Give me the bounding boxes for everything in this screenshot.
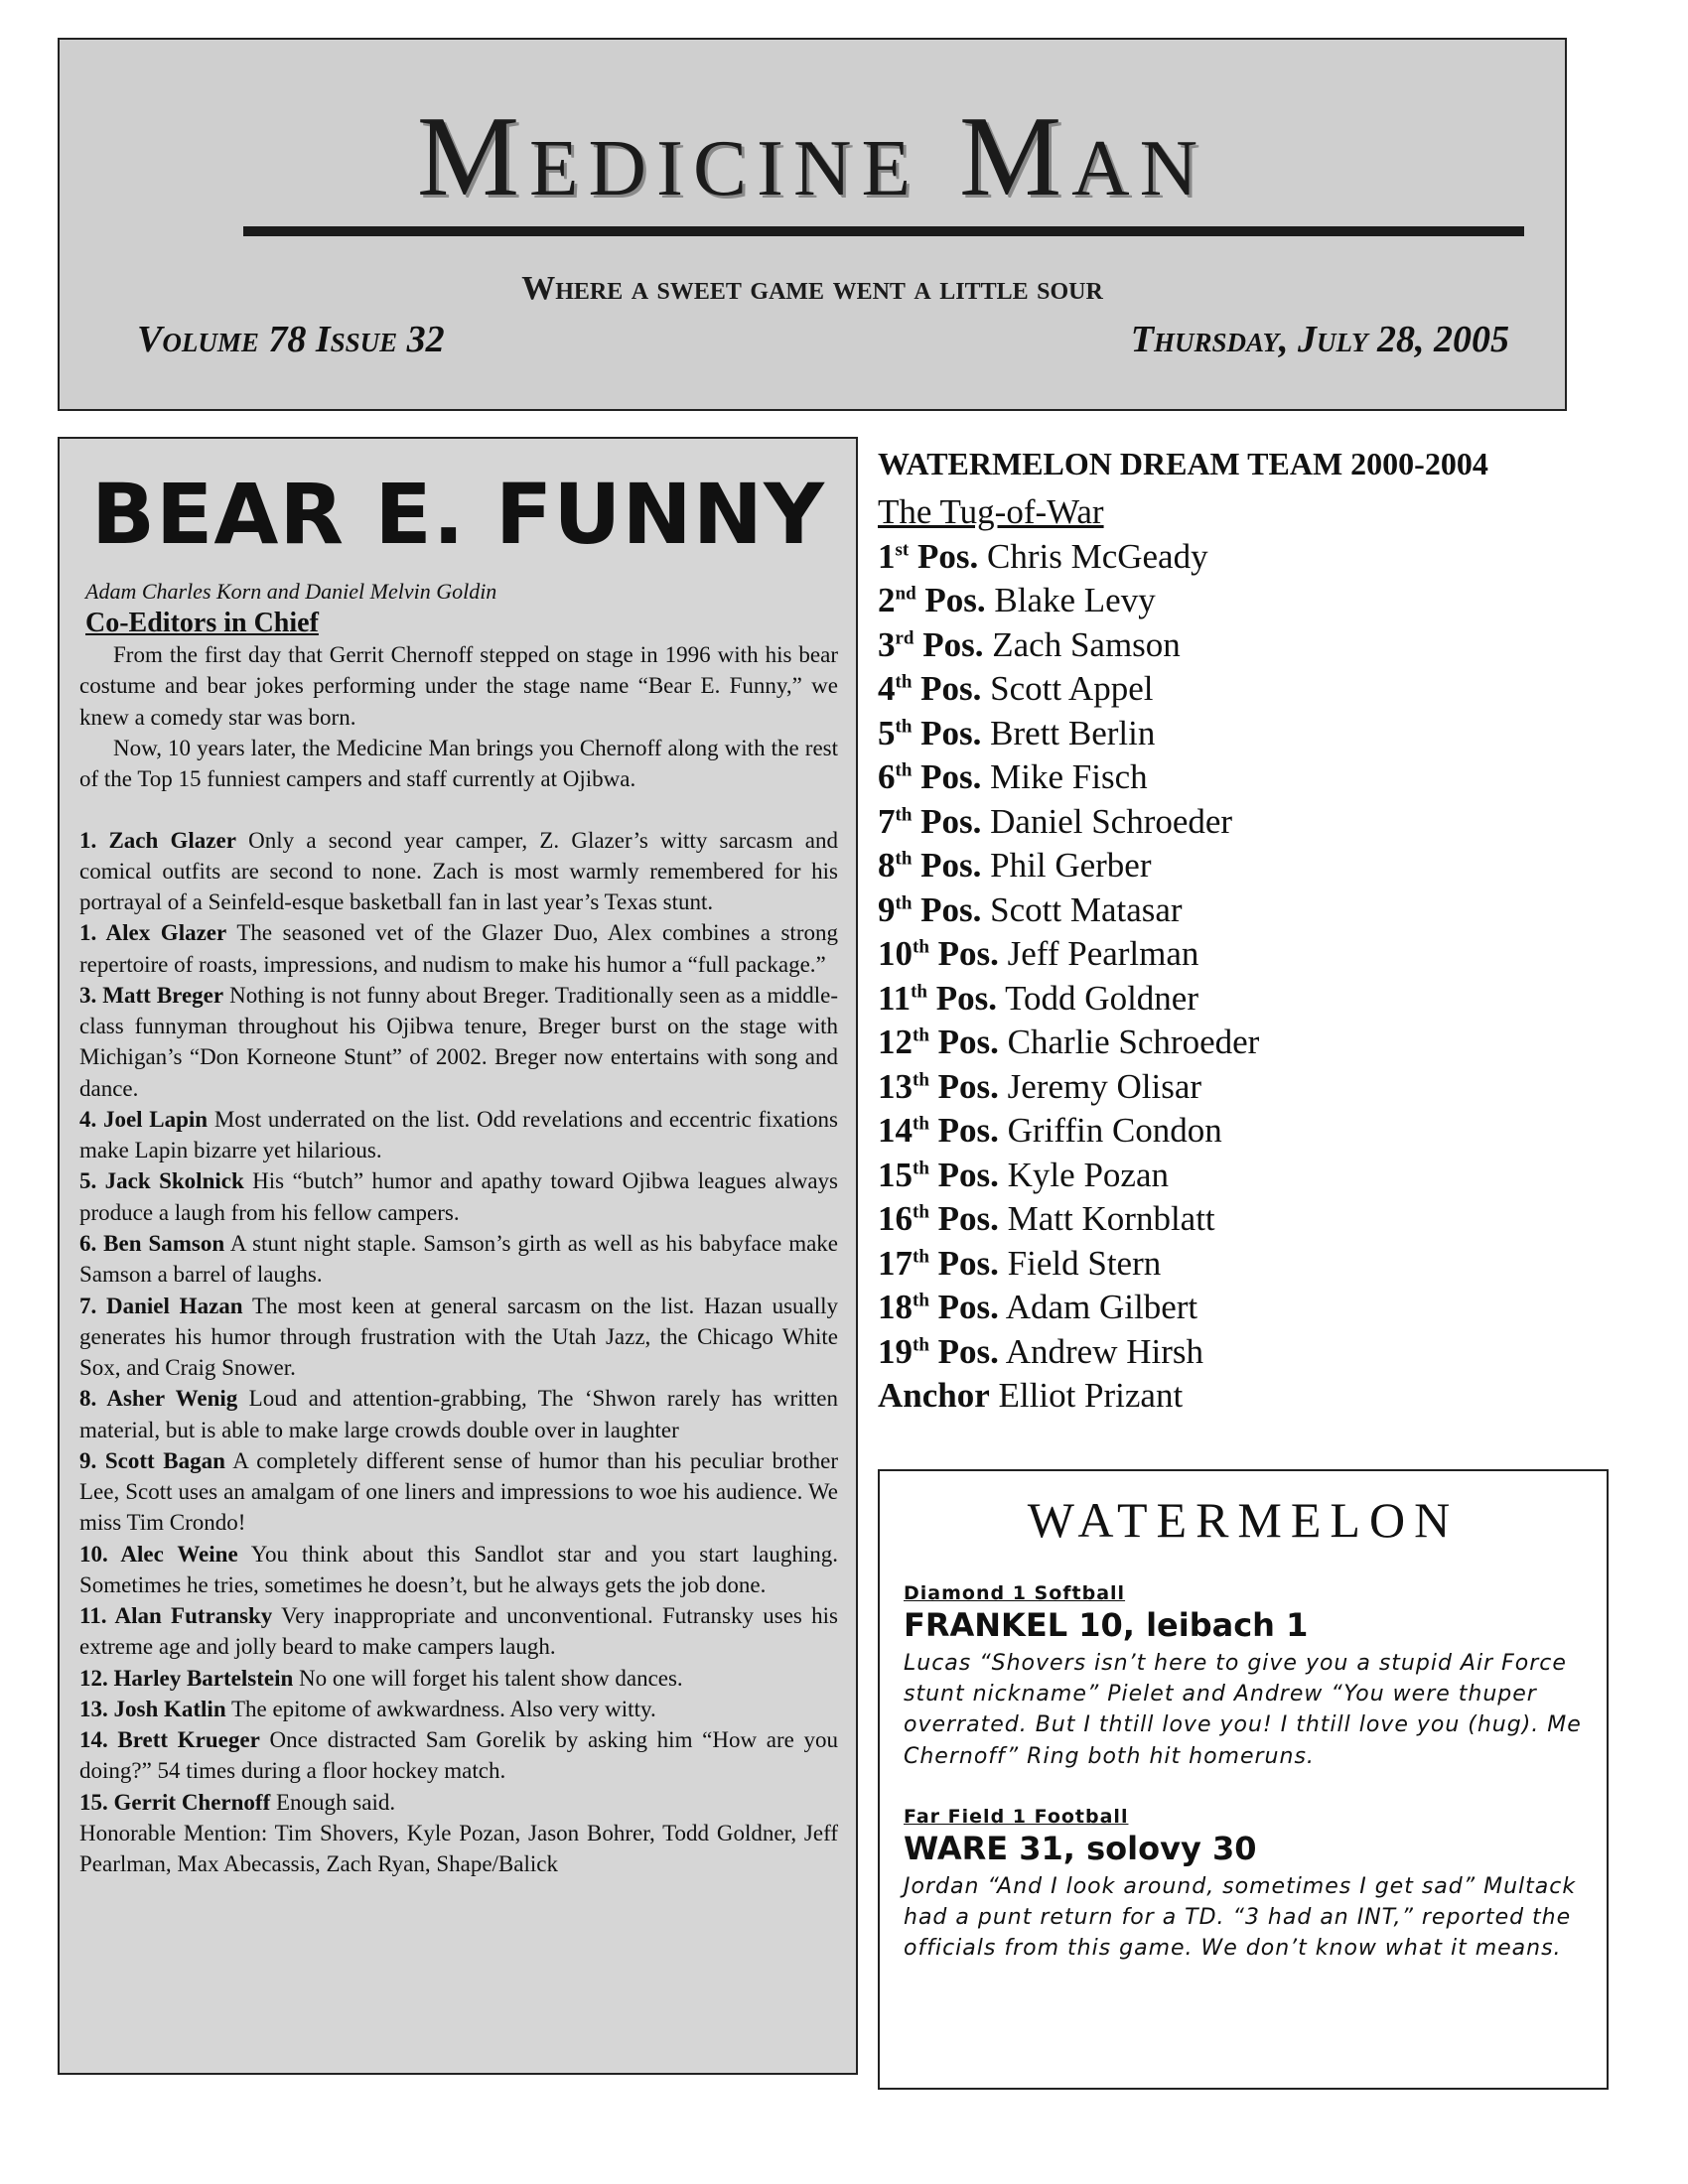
position-number (878, 1288, 999, 1326)
list-item (79, 1228, 838, 1291)
camper-name: Zach Samson (992, 624, 1181, 664)
ordinal-suffix: th (913, 936, 929, 958)
position-number (878, 1111, 999, 1150)
position-row (878, 932, 1533, 977)
position-number (878, 1199, 999, 1238)
ordinal-suffix: th (913, 1290, 929, 1311)
pos-label: Pos. (920, 713, 982, 752)
ordinal-suffix: th (895, 671, 913, 693)
camper-name: Field Stern (1007, 1243, 1162, 1283)
list-item (79, 825, 838, 918)
entry-text: Very inappropriate and unconventional. Futransky uses his extreme age and jolly beard to make campers laugh. (79, 1603, 838, 1660)
pos-label: Pos. (935, 978, 997, 1018)
position-number (878, 757, 981, 796)
position-ordinal: 4 (878, 669, 896, 709)
position-row (878, 667, 1533, 712)
anchor-name: Elliot Prizant (998, 1376, 1184, 1416)
entry-text: His “butch” humor and apathy toward Ojibwa leagues always produce a laugh from his fellow campers. (79, 1168, 838, 1225)
list-item (79, 1787, 838, 1818)
entry-name: 13. Josh Katlin (79, 1696, 226, 1721)
position-number (878, 802, 981, 841)
position-row (878, 1109, 1533, 1154)
position-number (878, 537, 978, 576)
position-ordinal: 9 (878, 889, 896, 929)
pos-label: Pos. (920, 801, 982, 841)
pos-label: Pos. (937, 1243, 999, 1283)
entry-name: 6. Ben Samson (79, 1230, 225, 1256)
intro-paragraph: Now, 10 years later, the Medicine Man brings you Chernoff along with the rest of the Top 15 funniest campers and staff currently at Ojibwa. (79, 735, 838, 792)
position-ordinal: 19 (878, 1331, 913, 1371)
camper-name: Mike Fisch (990, 757, 1148, 797)
entry-text: The epitome of awkwardness. Also very witty. (230, 1696, 656, 1721)
camper-name: Blake Levy (994, 581, 1156, 620)
pos-label: Pos. (916, 536, 979, 576)
game-result (904, 1806, 1583, 1965)
camper-name: Scott Appel (990, 669, 1154, 709)
entry-text: A completely different sense of humor than his peculiar brother Lee, Scott uses an amalgam of one liners and impressions to woe his audience. We miss Tim Crondo! (79, 1447, 839, 1536)
list-item (79, 1104, 838, 1166)
article-author-role: Co-Editors in Chief (85, 607, 319, 638)
entry-text: The seasoned vet of the Glazer Duo, Alex combines a strong repertoire of roasts, impressions, and nudism to make his humor a “full package.” (79, 920, 838, 977)
ordinal-suffix: th (913, 1158, 929, 1179)
entry-name: 3. Matt Breger (79, 982, 224, 1008)
position-row (878, 1021, 1533, 1065)
entry-text: Only a second year camper, Z. Glazer’s witty sarcasm and comical outfits are second to none. Zach is most warmly remembered for his portrayal of a Seinfeld-esque basketball fan in last year’s Texas stunt. (79, 827, 839, 915)
position-row (878, 844, 1533, 888)
position-row (878, 1065, 1533, 1110)
entry-name: 1. Zach Glazer (79, 827, 236, 853)
list-item (79, 1539, 838, 1601)
ordinal-suffix: th (895, 716, 913, 738)
list-item (79, 1291, 838, 1384)
position-row (878, 1330, 1533, 1375)
ordinal-suffix: th (913, 1246, 929, 1268)
pos-label: Pos. (920, 757, 982, 797)
entry-text: A stunt night staple. Samson’s girth as well as his babyface make Samson a barrel of laughs. (79, 1230, 838, 1288)
ordinal-suffix: th (913, 1201, 929, 1223)
entry-name: 11. Alan Futransky (79, 1603, 273, 1629)
entry-name: 15. Gerrit Chernoff (79, 1789, 271, 1815)
camper-name: Adam Gilbert (1005, 1288, 1198, 1327)
ordinal-suffix: th (913, 1069, 929, 1091)
list-item (79, 1600, 838, 1663)
honorable-mention: Honorable Mention: Tim Shovers, Kyle Pozan, Jason Bohrer, Todd Goldner, Jeff Pearlman, Max Abecassis, Zach Ryan, Shape/Balick (79, 1821, 838, 1877)
game-score: FRANKEL 10, leibach 1 (904, 1606, 1309, 1644)
ordinal-suffix: th (913, 1024, 929, 1046)
game-score: WARE 31, solovy 30 (904, 1829, 1257, 1867)
event-title: The Tug-of-War (878, 492, 1104, 532)
issue-date: Thursday, July 28, 2005 (1130, 319, 1509, 360)
position-row (878, 800, 1533, 845)
ordinal-suffix: th (895, 759, 913, 781)
position-row (878, 1197, 1533, 1242)
position-ordinal: 11 (878, 978, 912, 1018)
list-item (79, 1383, 838, 1445)
entry-text: Nothing is not funny about Breger. Traditionally seen as a middle-class funnyman throughout his Ojibwa tenure, Breger burst on the stage with Michigan’s “Don Korneone Stunt” of 2002. Breger now entertains with song and dance. (79, 982, 839, 1101)
pos-label: Pos. (937, 1111, 999, 1151)
pos-label: Pos. (920, 846, 982, 886)
pos-label: Pos. (937, 934, 999, 974)
position-row (878, 755, 1533, 800)
position-list (878, 535, 1533, 1375)
pos-label: Pos. (937, 1331, 999, 1371)
camper-name: Jeff Pearlman (1007, 934, 1199, 974)
position-number (878, 669, 981, 708)
position-row (878, 888, 1533, 933)
camper-name: Kyle Pozan (1007, 1155, 1169, 1194)
camper-name: Phil Gerber (990, 846, 1152, 886)
entry-name: 5. Jack Skolnick (79, 1168, 244, 1194)
position-ordinal: 14 (878, 1111, 913, 1151)
position-row (878, 1154, 1533, 1198)
position-ordinal: 15 (878, 1155, 913, 1194)
paragraph-gap (79, 795, 838, 825)
position-ordinal: 6 (878, 757, 896, 797)
position-ordinal: 10 (878, 934, 913, 974)
pos-label: Pos. (937, 1066, 999, 1106)
camper-name: Todd Goldner (1005, 978, 1198, 1018)
entry-text: Once distracted Sam Gorelik by asking him “How are you doing?” 54 times during a floor hockey match. (79, 1727, 839, 1784)
tagline: Where a sweet game went a little sour (521, 270, 1103, 307)
intro-paragraph: From the first day that Gerrit Chernoff stepped on stage in 1996 with his bear costume and bear jokes performing under the stage name “Bear E. Funny,” we knew a comedy star was born. (79, 642, 838, 730)
volume-issue: Volume 78 Issue 32 (137, 319, 445, 360)
entry-name: 12. Harley Bartelstein (79, 1665, 294, 1691)
entry-name: 1. Alex Glazer (79, 920, 227, 946)
pos-label: Pos. (937, 1199, 999, 1239)
entry-text: Enough said. (276, 1789, 396, 1815)
article-authors: Adam Charles Korn and Daniel Melvin Goldin (85, 579, 497, 604)
list-item (79, 980, 838, 1104)
entry-name: 4. Joel Lapin (79, 1106, 209, 1132)
dream-team-section (878, 443, 1533, 1419)
position-ordinal: 16 (878, 1199, 913, 1239)
bear-funny-article (58, 437, 858, 2075)
position-ordinal: 12 (878, 1023, 913, 1062)
pos-label: Pos. (922, 624, 984, 664)
entry-name: 10. Alec Weine (79, 1541, 238, 1567)
camper-name: Andrew Hirsh (1005, 1331, 1204, 1371)
list-item (79, 1724, 838, 1787)
position-ordinal: 3 (878, 624, 896, 664)
entry-text: Loud and attention-grabbing, The ‘Shwon rarely has written material, but is able to make large crowds double over in laughter (79, 1386, 838, 1442)
entry-text: No one will forget his talent show dances. (299, 1665, 683, 1691)
entry-name: 9. Scott Bagan (79, 1447, 225, 1473)
ordinal-suffix: th (913, 1113, 929, 1135)
position-ordinal: 1 (878, 536, 896, 576)
entry-name: 14. Brett Krueger (79, 1727, 260, 1753)
pos-label: Pos. (937, 1023, 999, 1062)
game-result (904, 1582, 1583, 1772)
position-ordinal: 13 (878, 1066, 913, 1106)
ordinal-suffix: th (913, 1334, 929, 1356)
position-number (878, 979, 997, 1018)
entry-name: 7. Daniel Hazan (79, 1293, 243, 1318)
ordinal-suffix: th (895, 848, 913, 870)
camper-name: Jeremy Olisar (1007, 1066, 1202, 1106)
pos-label: Pos. (924, 581, 986, 620)
position-number (878, 1332, 999, 1371)
pos-label: Pos. (937, 1155, 999, 1194)
ordinal-suffix: th (895, 804, 913, 826)
position-row (878, 579, 1533, 623)
game-recap: Jordan “And I look around, sometimes I get sad” Multack had a punt return for a TD. “3 had an INT,” reported the officials from this game. We don’t know what it means. (904, 1873, 1577, 1962)
position-number (878, 1156, 999, 1194)
camper-name: Brett Berlin (990, 713, 1156, 752)
list-item (79, 1663, 838, 1694)
ordinal-suffix: th (911, 981, 927, 1003)
game-venue: Diamond 1 Softball (904, 1582, 1126, 1604)
position-number (878, 1023, 999, 1061)
position-number (878, 1244, 999, 1283)
position-ordinal: 7 (878, 801, 896, 841)
pos-label: Pos. (937, 1288, 999, 1327)
entry-text: You think about this Sandlot star and you start laughing. Sometimes he tries, sometimes he doesn’t, but he always gets the job done. (79, 1541, 839, 1597)
anchor-label: Anchor (878, 1376, 990, 1416)
camper-name: Matt Kornblatt (1007, 1199, 1215, 1239)
camper-name: Chris McGeady (986, 536, 1208, 576)
position-row (878, 712, 1533, 756)
list-item (79, 1445, 838, 1539)
list-item (79, 1165, 838, 1228)
position-number (878, 714, 981, 752)
position-number (878, 890, 981, 929)
entry-name: 8. Asher Wenig (79, 1386, 238, 1412)
position-row (878, 535, 1533, 580)
entry-text: Most underrated on the list. Odd revelations and eccentric fixations make Lapin bizarre yet hilarious. (79, 1106, 839, 1163)
game-venue: Far Field 1 Football (904, 1805, 1129, 1828)
position-number (878, 934, 999, 973)
position-number (878, 625, 984, 664)
entry-text: The most keen at general sarcasm on the list. Hazan usually generates his humor through frustration with the Utah Jazz, the Chicago White Sox, and Craig Snower. (79, 1293, 839, 1381)
scores-title: WATERMELON (1027, 1492, 1460, 1548)
pos-label: Pos. (920, 889, 982, 929)
position-ordinal: 2 (878, 581, 896, 620)
dream-team-heading: WATERMELON DREAM TEAM 2000-2004 (878, 446, 1488, 481)
article-headline: BEAR E. FUNNY (91, 466, 825, 563)
masthead (58, 38, 1567, 411)
position-ordinal: 18 (878, 1288, 913, 1327)
camper-name: Charlie Schroeder (1007, 1023, 1260, 1062)
position-row (878, 623, 1533, 668)
newspaper-title: Medicine Man (416, 93, 1208, 220)
list-item (79, 1694, 838, 1724)
ordinal-suffix: st (895, 539, 910, 561)
position-row (878, 1286, 1533, 1330)
game-recap: Lucas “Shovers isn’t here to give you a stupid Air Force stunt nickname” Pielet and Andrew “You were thuper overrated. But I thtill love you! I thtill love you (hug). Me Chernoff” Ring both hit homeruns. (904, 1651, 1582, 1769)
camper-name: Griffin Condon (1007, 1111, 1222, 1151)
camper-name: Scott Matasar (990, 889, 1183, 929)
ordinal-suffix: rd (895, 627, 914, 649)
watermelon-scores-box (878, 1469, 1609, 2090)
ordinal-suffix: th (895, 892, 913, 914)
position-ordinal: 8 (878, 846, 896, 886)
title-rule (243, 226, 1524, 236)
position-row (878, 1242, 1533, 1287)
position-number (878, 1067, 999, 1106)
list-item (79, 917, 838, 980)
pos-label: Pos. (920, 669, 982, 709)
position-number (878, 846, 981, 885)
anchor-row (878, 1374, 1533, 1419)
position-number (878, 581, 986, 619)
camper-name: Daniel Schroeder (990, 801, 1233, 841)
position-row (878, 977, 1533, 1022)
ordinal-suffix: nd (895, 583, 916, 605)
position-ordinal: 5 (878, 713, 896, 752)
position-ordinal: 17 (878, 1243, 913, 1283)
